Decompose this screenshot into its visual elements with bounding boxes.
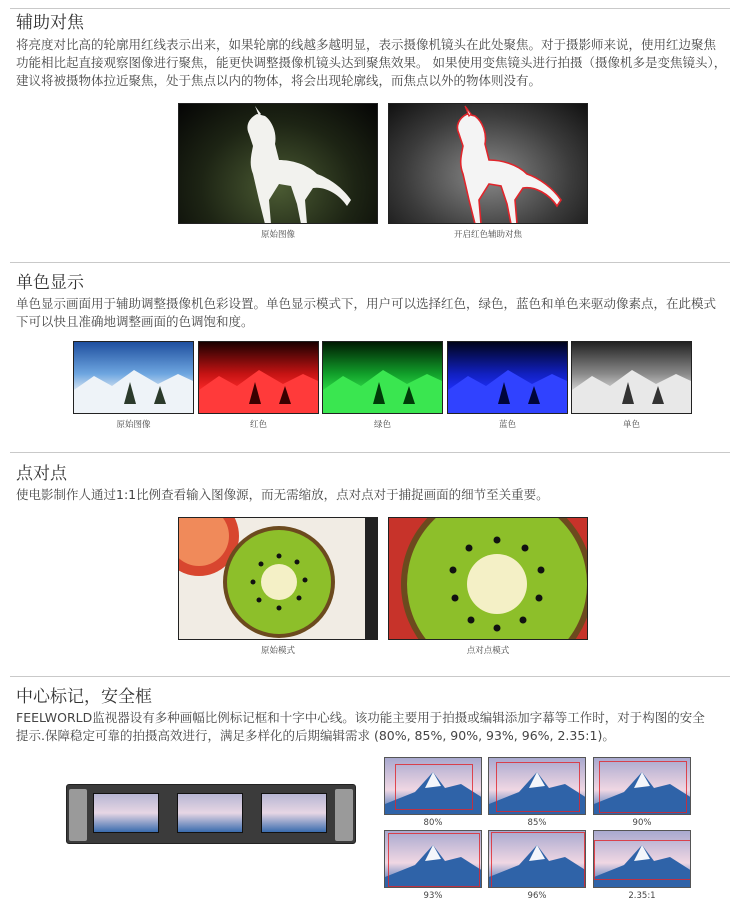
focus-peaking-horse-image — [388, 103, 588, 224]
pixel-to-pixel-mode-image — [388, 517, 588, 640]
safe-frame-thumbnail — [593, 830, 691, 888]
caption-mono-red: 红色 — [249, 420, 267, 430]
caption-mono-gray: 单色 — [622, 420, 640, 430]
section-title: 点对点 — [16, 464, 67, 484]
mono-original-image — [73, 341, 194, 414]
section-description: 将亮度对比高的轮廓用红线表示出来，如果轮廓的线越多越明显，表示摄像机镜头在此处聚焦。对于摄影师来说，使用红边聚焦功能相比起直接观察图像进行聚焦，能更快调整摄像机镜头达到聚焦效果。 如果使用变焦镜头进行拍摄（摄像机多是变焦镜头），建议将被摄物体拉近聚焦，处于焦点以内的物体，将会出现轮廓线，而焦点以外的物体则没有。 — [16, 37, 727, 88]
mono-blue-image — [447, 341, 568, 414]
safe-frame-caption: 2.35:1 — [628, 891, 656, 901]
original-mode-image — [178, 517, 378, 640]
caption-mono-original: 原始图像 — [116, 420, 151, 430]
safe-frame-thumbnail — [384, 830, 482, 888]
mono-gray-image — [571, 341, 692, 414]
safe-frame-thumbnail — [384, 757, 482, 815]
caption-focus-peaking: 开启红色辅助对焦 — [453, 230, 522, 240]
section-title: 辅助对焦 — [16, 13, 84, 33]
section-divider — [10, 262, 730, 263]
rack-monitor-image — [66, 784, 356, 844]
safe-frame-caption: 93% — [423, 891, 443, 901]
caption-original: 原始图像 — [260, 230, 295, 240]
section-description: 使电影制作人通过1:1比例查看输入图像源，而无需缩放，点对点对于捕捉画面的细节至关重要。 — [16, 487, 549, 502]
focus-assist-section — [16, 12, 728, 90]
mono-red-image — [198, 341, 319, 414]
caption-pixel-to-pixel: 点对点模式 — [466, 646, 510, 656]
center-marker-section — [16, 686, 728, 745]
safe-frame-thumbnail — [593, 757, 691, 815]
rack-screen — [261, 793, 327, 833]
horse-peaking-illustration — [389, 104, 588, 224]
caption-mono-blue: 蓝色 — [498, 420, 516, 430]
rack-screen — [93, 793, 159, 833]
original-horse-image — [178, 103, 378, 224]
caption-mono-green: 绿色 — [373, 420, 391, 430]
section-description: 单色显示画面用于辅助调整摄像机色彩设置。单色显示模式下，用户可以选择红色，绿色，蓝色和单色来驱动像素点，在此模式下可以快且准确地调整画面的色调饱和度。 — [16, 296, 717, 329]
safe-frame-caption: 90% — [632, 818, 652, 828]
rack-ear-left — [69, 789, 87, 841]
safe-frame-caption: 96% — [527, 891, 547, 901]
kiwi-zoomed-illustration — [389, 518, 588, 640]
section-divider — [10, 8, 730, 9]
section-description: FEELWORLD监视器设有多种画幅比例标记框和十字中心线。该功能主要用于拍摄或编辑添加字幕等工作时，对于构图的安全提示.保障稳定可靠的拍摄高效进行，满足多样化的后期编辑需求 (80%, 85%, 90%, 93%, 96%, 2.35:1)。 — [16, 710, 705, 743]
section-divider — [10, 676, 730, 677]
horse-illustration — [179, 104, 378, 224]
rack-ear-right — [335, 789, 353, 841]
rack-screen — [177, 793, 243, 833]
monochrome-section — [16, 272, 728, 331]
section-divider — [10, 452, 730, 453]
kiwi-illustration — [179, 518, 378, 640]
caption-original-mode: 原始模式 — [260, 646, 295, 656]
pixel-to-pixel-section — [16, 463, 728, 504]
safe-frame-caption: 80% — [423, 818, 443, 828]
section-title: 单色显示 — [16, 273, 84, 293]
safe-frame-thumbnail — [488, 830, 586, 888]
section-title: 中心标记，安全框 — [16, 687, 152, 707]
safe-frame-caption: 85% — [527, 818, 547, 828]
safe-frame-thumbnail — [488, 757, 586, 815]
mono-green-image — [322, 341, 443, 414]
